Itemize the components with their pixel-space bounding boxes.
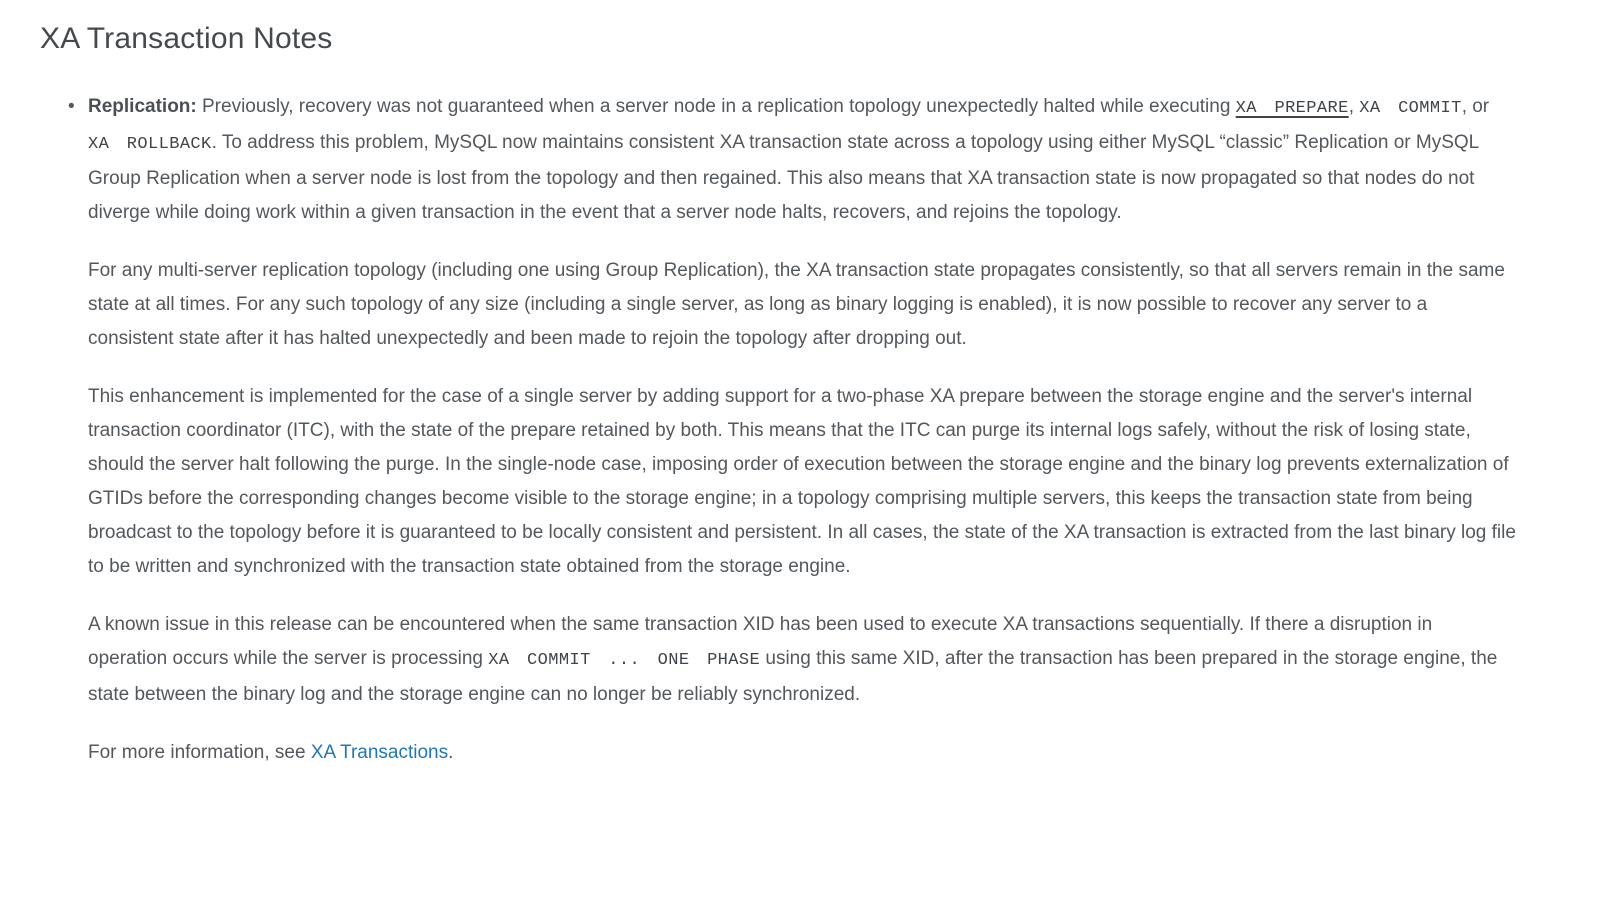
xa-commit-one-phase-code: XA COMMIT ... ONE PHASE [488, 651, 761, 670]
paragraph-4-text: using this same XID, after the transaction has been prepared in the storage engine, the state between the binary log and the storage engine can no longer be reliably synchronized. [88, 648, 1498, 705]
paragraph-2: For any multi-server replication topology (including one using Group Replication), the XA transaction state propagates consistently, so that all servers remain in the same state at all times. For any such topology of any size (including a single server, as long as binary logging is enabled), it is now possible to recover any server to a consistent state after it has halted unexpectedly and been made to rejoin the topology after dropping out. [88, 260, 1505, 349]
paragraph-1-text: , or [1461, 96, 1490, 117]
paragraph-3: This enhancement is implemented for the case of a single server by adding support for a two-phase XA prepare between the storage engine and the server's internal transaction coordinator (ITC), with the state of the prepare retained by both. This means that the ITC can purge its internal logs safely, without the risk of losing state, should the server halt following the purge. In the single-node case, imposing order of execution between the storage engine and the binary log prevents externalization of GTIDs before the corresponding changes become visible to the storage engine; in a topology comprising multiple servers, this keeps the transaction state from being broadcast to the topology before it is guaranteed to be locally consistent and persistent. In all cases, the state of the XA transaction is extracted from the last binary log file to be written and synchronized with the transaction state obtained from the storage engine. [88, 386, 1516, 577]
paragraph-1-text: . To address this problem, MySQL now maintains consistent XA transaction state across a topology using either MySQL “classic” Replication or MySQL Group Replication when a server node is lost from the topology and then regained. This also means that XA transaction state is now propagated so that nodes do not diverge while doing work within a given transaction in the event that a server node halts, recovers, and rejoins the topology. [88, 132, 1479, 223]
paragraph-4 [88, 608, 1516, 712]
notes-list [40, 90, 1516, 770]
replication-note-item [68, 90, 1516, 770]
paragraph-4-text: A known issue in this release can be encountered when the same transaction XID has been used to execute XA transactions sequentially. If there a disruption in operation occurs while the server is processing [88, 614, 1433, 669]
bullet-icon: • [68, 96, 75, 117]
xa-commit-code: XA COMMIT [1359, 99, 1462, 118]
xa-transactions-link[interactable]: XA Transactions [310, 742, 449, 763]
xa-prepare-code: XA PREPARE [1235, 99, 1349, 118]
xa-rollback-code: XA ROLLBACK [88, 135, 212, 154]
paragraph-1-text: , [1348, 96, 1360, 117]
page-title: XA Transaction Notes [40, 22, 333, 55]
paragraph-1 [88, 90, 1516, 230]
replication-label: Replication: [88, 96, 197, 117]
paragraph-5-text: For more information, see [88, 742, 311, 763]
paragraph-1-text: Previously, recovery was not guaranteed when a server node in a replication topology unexpectedly halted while executing [196, 96, 1236, 117]
paragraph-5-text: . [448, 742, 454, 763]
paragraph-5 [88, 736, 1516, 770]
xa-prepare-link[interactable] [1236, 96, 1349, 117]
